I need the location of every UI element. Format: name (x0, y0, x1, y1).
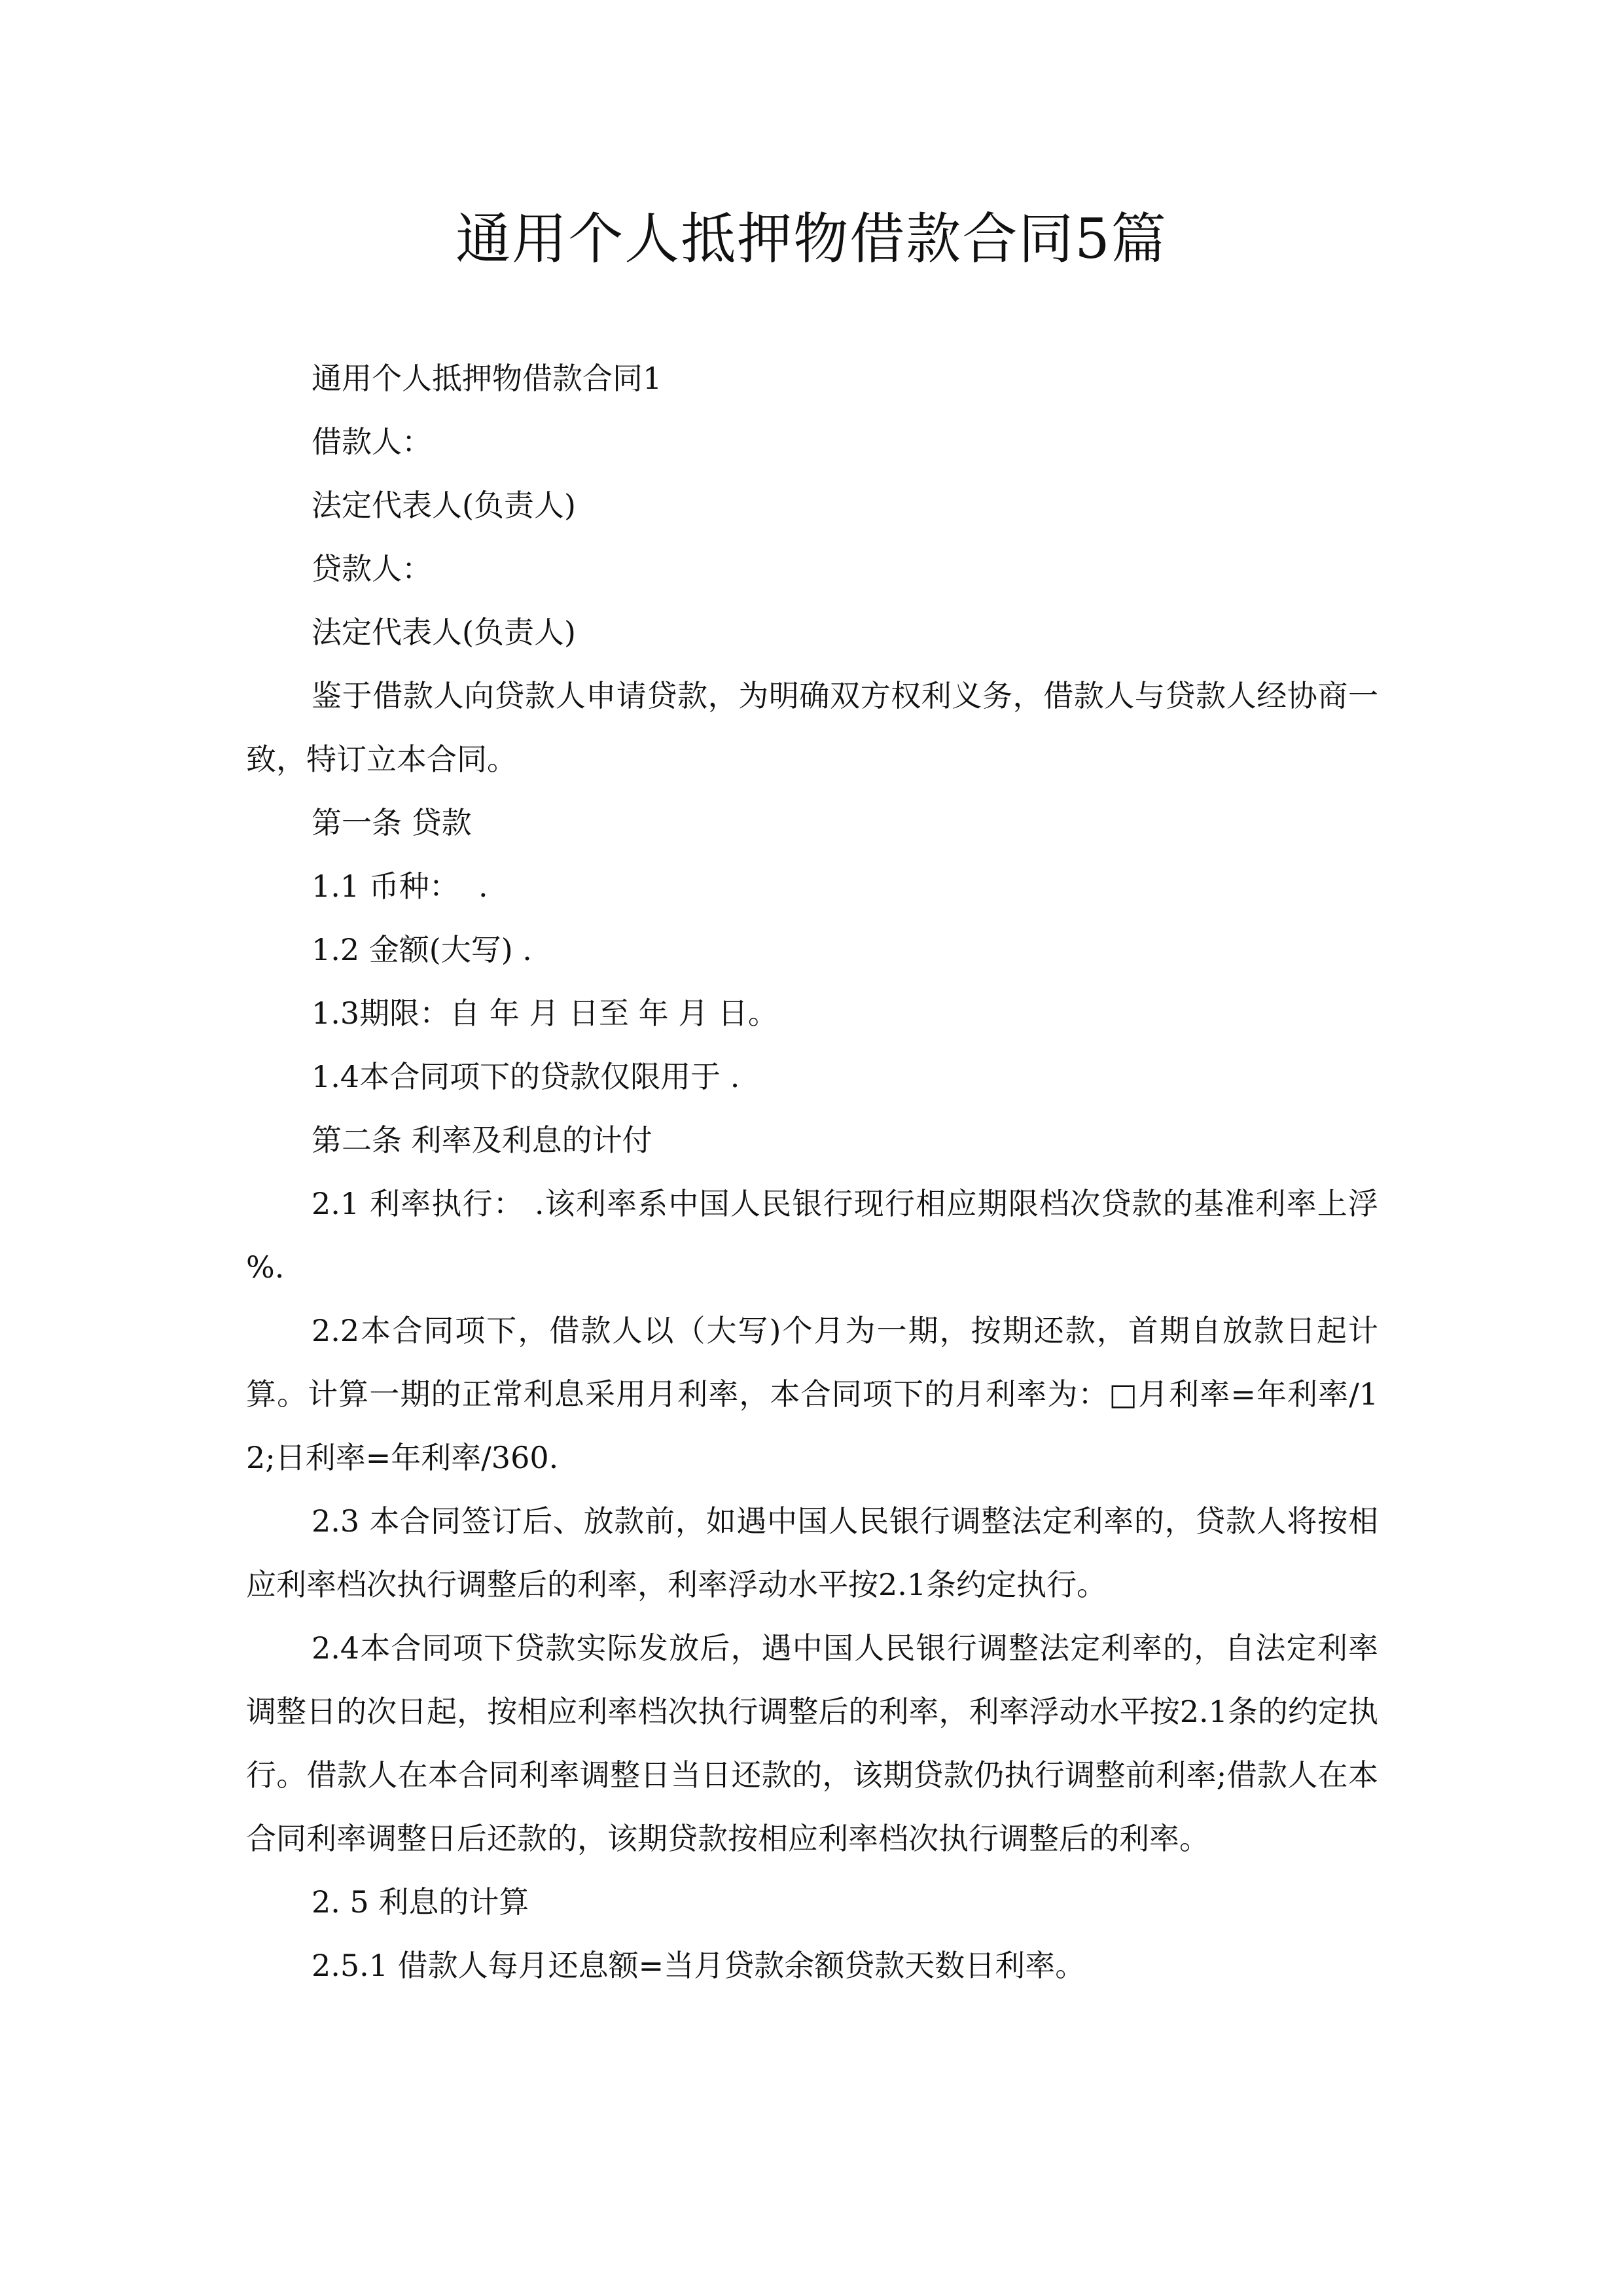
lender-representative-line: 法定代表人(负责人) (312, 615, 576, 650)
document-body (246, 347, 1388, 1998)
lender-line: 贷款人： (312, 551, 432, 586)
preamble-paragraph: 鉴于借款人向贷款人申请贷款，为明确双方权利义务，借款人与贷款人经协商一致，特订立本合同。 (246, 678, 1378, 777)
clause-2-5-1: 2.5.1 借款人每月还息额=当月贷款余额贷款天数日利率。 (312, 1948, 1086, 1983)
clause-2-2: 2.2本合同项下，借款人以（大写)个月为一期，按期还款，首期自放款日起计算。计算一期的正常利息采用月利率，本合同项下的月利率为：□月利率=年利率/12;日利率=年利率/360. (246, 1313, 1378, 1475)
document-title: 通用个人抵押物借款合同5篇 (455, 207, 1168, 271)
contract-heading: 通用个人抵押物借款合同1 (312, 361, 662, 396)
clause-2-4: 2.4本合同项下贷款实际发放后，遇中国人民银行调整法定利率的，自法定利率调整日的次日起，按相应利率档次执行调整后的利率，利率浮动水平按2.1条的约定执行。借款人在本合同利率调整日当日还款的，该期贷款仍执行调整前利率;借款人在本合同利率调整日后还款的，该期贷款按相应利率档次执行调整后的利率。 (246, 1630, 1378, 1856)
clause-2-5-heading: 2. 5 利息的计算 (312, 1884, 529, 1920)
borrower-line: 借款人： (312, 424, 432, 459)
article-2-heading: 第二条 利率及利息的计付 (312, 1122, 652, 1158)
clause-2-3: 2.3 本合同签订后、放款前，如遇中国人民银行调整法定利率的，贷款人将按相应利率档次执行调整后的利率，利率浮动水平按2.1条约定执行。 (246, 1503, 1378, 1602)
clause-2-1: 2.1 利率执行： .该利率系中国人民银行现行相应期限档次贷款的基准利率上浮 %. (246, 1186, 1388, 1285)
clause-1-3: 1.3期限：自 年 月 日至 年 月 日。 (312, 996, 778, 1031)
clause-1-4: 1.4本合同项下的贷款仅限用于 . (312, 1059, 740, 1094)
article-1-heading: 第一条 贷款 (312, 805, 472, 840)
clause-1-1: 1.1 币种： . (312, 869, 488, 904)
borrower-representative-line: 法定代表人(负责人) (312, 488, 576, 523)
clause-1-2: 1.2 金额(大写) . (312, 932, 532, 967)
